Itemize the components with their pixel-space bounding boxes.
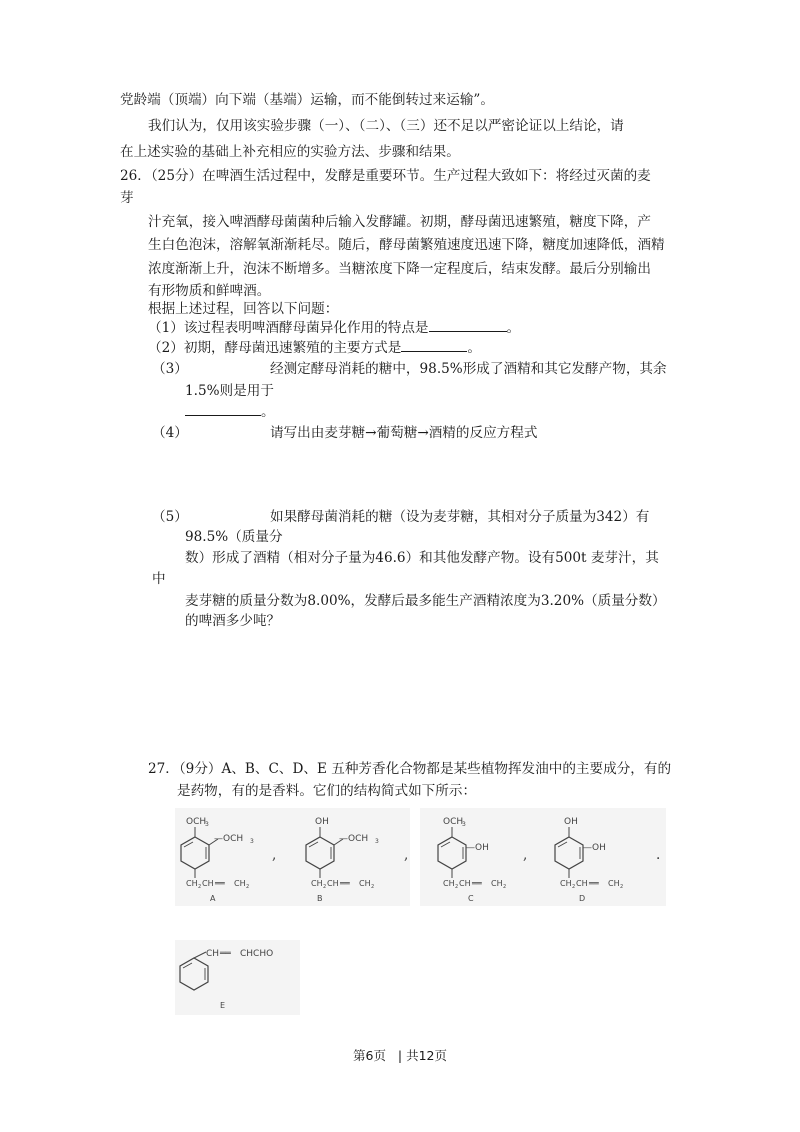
svg-text:══: ══ (220, 949, 231, 959)
structure-label: B (317, 894, 323, 903)
svg-text:CH: CH (459, 879, 471, 888)
svg-text:3: 3 (375, 838, 379, 845)
svg-text:2: 2 (503, 884, 507, 890)
text-line: 生白色泡沫，溶解氧渐渐耗尽。随后，酵母菌繁殖速度迅速下降，糖度加速降低，酒精 (148, 237, 665, 253)
sub-question-3-blank-line (185, 402, 275, 421)
text-line: 98.5%（质量分 (185, 529, 283, 545)
svg-text:2: 2 (455, 884, 459, 890)
page-footer (0, 1046, 800, 1064)
footer-divider: | (397, 1048, 403, 1063)
separator (404, 847, 408, 863)
separator (656, 847, 660, 863)
sub-question-1 (148, 318, 520, 337)
page-total: 共12页 (406, 1048, 447, 1063)
separator (272, 847, 276, 863)
separator-comma: , (523, 847, 528, 863)
svg-text:CH: CH (443, 879, 455, 888)
structure-label: D (579, 894, 586, 903)
sub-question-text: （1）该过程表明啤酒酵母菌异化作用的特点是 (148, 320, 429, 336)
text-line: 芽 (120, 190, 134, 206)
separator (523, 847, 527, 863)
svg-text:CH: CH (234, 879, 246, 888)
svg-text:—OCH: —OCH (339, 834, 369, 844)
svg-text:CH: CH (359, 879, 371, 888)
svg-text:CH: CH (206, 949, 220, 959)
svg-text:2: 2 (371, 884, 375, 890)
svg-text:CH: CH (186, 879, 198, 888)
text-line: 的啤酒多少吨？ (185, 613, 281, 629)
svg-text:2: 2 (572, 884, 576, 890)
svg-text:══: ══ (472, 879, 482, 888)
svg-text:OCH: OCH (443, 817, 464, 827)
page-number: 第6页 (353, 1048, 386, 1063)
text-line: 在上述实验的基础上补充相应的实验方法、步骤和结果。 (120, 144, 460, 160)
question-26-heading: 26．（25分）在啤酒生活过程中，发酵是重要环节。生产过程大致如下：将经过灭菌的麦 (120, 168, 651, 184)
text-line: 中 (152, 571, 166, 587)
text-line: 我们认为，仅用该实验步骤（一）、（二）、（三）还不足以严密论证以上结论，请 (148, 118, 624, 134)
text-line: 1.5%则是用于 (185, 383, 274, 399)
text-line: 党龄端（顶端）向下端（基端）运输，而不能倒转过来运输”。 (120, 92, 494, 108)
text-line: 根据上述过程，回答以下问题： (148, 301, 339, 317)
text-line: 是药物，有的是香料。它们的结构简式如下所示： (177, 783, 477, 799)
svg-text:CH: CH (560, 879, 572, 888)
sub-question-3-text: 经测定酵母消耗的糖中，98.5%形成了酒精和其它发酵产物，其余 (270, 361, 667, 377)
answer-blank[interactable] (401, 338, 467, 352)
text-line: 麦芽糖的质量分数为8.00%，发酵后最多能生产酒精浓度为3.20%（质量分数） (185, 593, 666, 609)
svg-text:2: 2 (323, 884, 327, 890)
svg-text:CH: CH (311, 879, 323, 888)
sub-question-3-number: （3） (152, 361, 188, 377)
svg-text:OH: OH (315, 817, 329, 827)
svg-text:OCH: OCH (186, 817, 207, 827)
svg-text:══: ══ (589, 879, 599, 888)
svg-text:OH: OH (564, 817, 578, 827)
structure-label: C (468, 894, 474, 903)
separator-period: . (656, 847, 661, 863)
svg-text:3: 3 (205, 821, 209, 828)
structure-B (303, 810, 408, 908)
svg-text:2: 2 (620, 884, 624, 890)
structure-label: E (220, 1001, 226, 1010)
svg-text:══: ══ (340, 879, 350, 888)
svg-text:2: 2 (246, 884, 250, 890)
svg-text:══: ══ (215, 879, 225, 888)
sub-question-5-text: 如果酵母菌消耗的糖（设为麦芽糖，其相对分子质量为342）有 (270, 509, 650, 525)
sub-question-5-number: （5） (152, 509, 188, 525)
separator-comma: , (404, 847, 409, 863)
svg-text:3: 3 (250, 838, 254, 845)
svg-text:CH: CH (608, 879, 620, 888)
sub-question-end: 。 (261, 404, 275, 420)
svg-text:—OH: —OH (583, 843, 606, 853)
text-line: 汁充氧，接入啤酒酵母菌菌种后输入发酵罐。初期，酵母菌迅速繁殖，糖度下降，产 (148, 214, 651, 230)
structure-label: A (210, 894, 216, 903)
svg-text:CHCHO: CHCHO (240, 949, 274, 959)
sub-question-end: 。 (506, 320, 521, 336)
svg-text:2: 2 (198, 884, 202, 890)
svg-text:—OH: —OH (466, 843, 489, 853)
sub-question-text: （2）初期，酵母菌迅速繁殖的主要方式是 (148, 340, 402, 356)
structure-E (178, 944, 298, 1018)
answer-blank[interactable] (429, 318, 507, 332)
svg-text:CH: CH (576, 879, 588, 888)
structure-D (552, 810, 652, 908)
separator-comma: , (272, 847, 277, 863)
svg-text:3: 3 (462, 821, 466, 828)
svg-text:CH: CH (491, 879, 503, 888)
text-line: 数）形成了酒精（相对分子量为46.6）和其他发酵产物。设有500t 麦芽汁，其 (185, 550, 659, 566)
text-line: 浓度渐渐上升，泡沫不断增多。当糖浓度下降一定程度后，结束发酵。最后分别输出 (148, 261, 651, 277)
text-line: 有形物质和鲜啤酒。 (148, 283, 271, 299)
sub-question-end: 。 (467, 340, 481, 356)
question-27-heading: 27．（9分）A、B、C、D、E 五种芳香化合物都是某些植物挥发油中的主要成分，有的 (148, 761, 672, 777)
sub-question-4-text: 请写出由麦芽糖→葡萄糖→酒精的反应方程式 (270, 425, 538, 441)
structure-C (435, 810, 535, 908)
svg-text:—OCH: —OCH (214, 834, 244, 844)
svg-text:CH: CH (327, 879, 339, 888)
sub-question-4-number: （4） (152, 425, 188, 441)
sub-question-2 (148, 338, 481, 357)
svg-text:CH: CH (202, 879, 214, 888)
answer-blank[interactable] (185, 402, 261, 416)
